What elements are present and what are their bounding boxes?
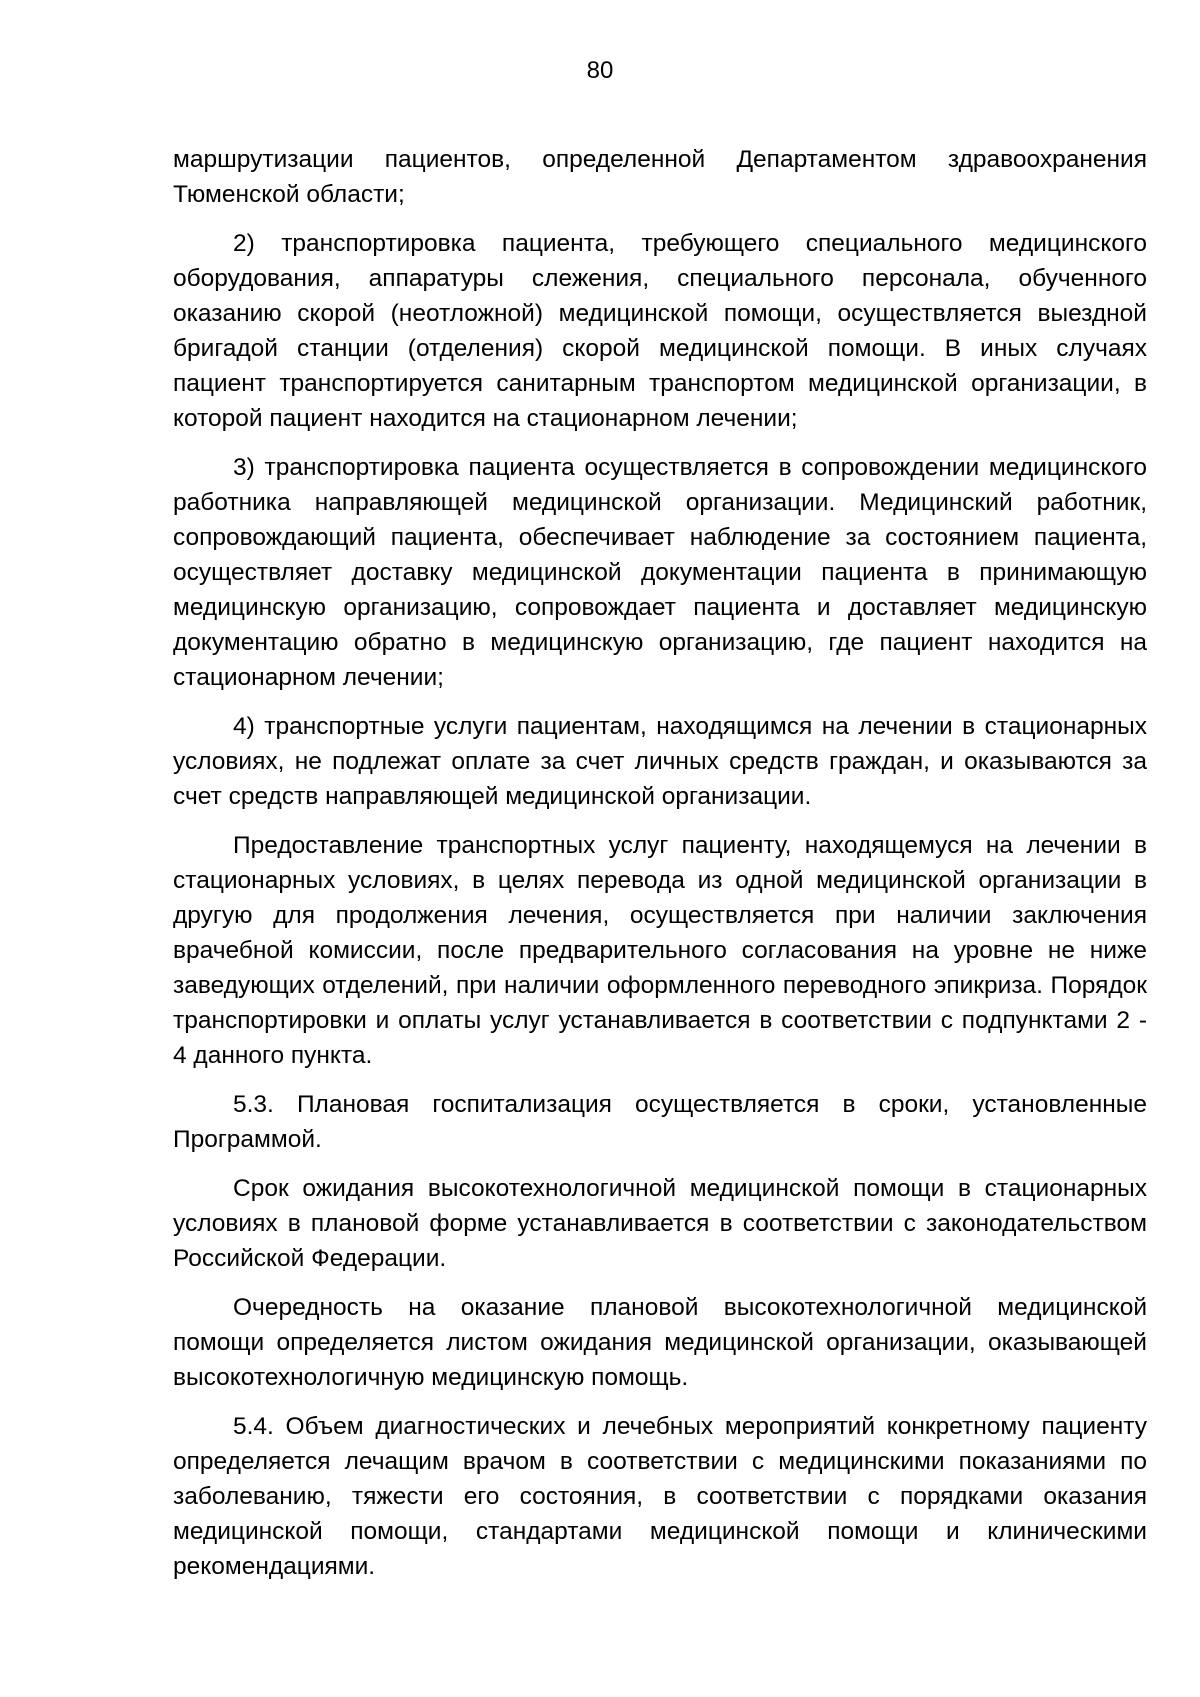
paragraph-item-3: 3) транспортировка пациента осуществляется в сопровождении медицинского работника направляющей медицинской организации. Медицинский работник, сопровождающий пациента, обеспечивает наблюдение за состоянием пациента, осуществляет доставку медицинской документации пациента в принимающую медицинскую организацию, сопровождает пациента и доставляет медицинскую документацию обратно в медицинскую организацию, где пациент находится на стационарном лечении; [173, 454, 1147, 691]
paragraph-section-5-3: 5.3. Плановая госпитализация осуществляется в сроки, установленные Программой. [173, 1091, 1147, 1153]
paragraph-routing-continuation: маршрутизации пациентов, определенной Департаментом здравоохранения Тюменской области; [173, 146, 1147, 208]
paragraph-waiting-period: Срок ожидания высокотехнологичной медицинской помощи в стационарных условиях в плановой форме устанавливается в соответствии с законодательством Российской Федерации. [173, 1175, 1147, 1272]
document-body [173, 142, 1147, 1598]
paragraph-queue-order: Очередность на оказание плановой высокотехнологичной медицинской помощи определяется листом ожидания медицинской организации, оказывающей высокотехнологичную медицинскую помощь. [173, 1294, 1147, 1391]
paragraph-item-4: 4) транспортные услуги пациентам, находящимся на лечении в стационарных условиях, не подлежат оплате за счет личных средств граждан, и оказываются за счет средств направляющей медицинской организации. [173, 713, 1147, 810]
paragraph-item-2: 2) транспортировка пациента, требующего специального медицинского оборудования, аппаратуры слежения, специального персонала, обученного оказанию скорой (неотложной) медицинской помощи, осуществляется выездной бригадой станции (отделения) скорой медицинской помощи. В иных случаях пациент транспортируется санитарным транспортом медицинской организации, в которой пациент находится на стационарном лечении; [173, 230, 1147, 432]
page-number: 80 [586, 57, 614, 84]
paragraph-section-5-4: 5.4. Объем диагностических и лечебных мероприятий конкретному пациенту определяется лечащим врачом в соответствии с медицинскими показаниями по заболеванию, тяжести его состояния, в соответствии с порядками оказания медицинской помощи, стандартами медицинской помощи и клиническими рекомендациями. [173, 1413, 1147, 1580]
paragraph-transfer-services: Предоставление транспортных услуг пациенту, находящемуся на лечении в стационарных условиях, в целях перевода из одной медицинской организации в другую для продолжения лечения, осуществляется при наличии заключения врачебной комиссии, после предварительного согласования на уровне не ниже заведующих отделений, при наличии оформленного переводного эпикриза. Порядок транспортировки и оплаты услуг устанавливается в соответствии с подпунктами 2 - 4 данного пункта. [173, 832, 1147, 1069]
